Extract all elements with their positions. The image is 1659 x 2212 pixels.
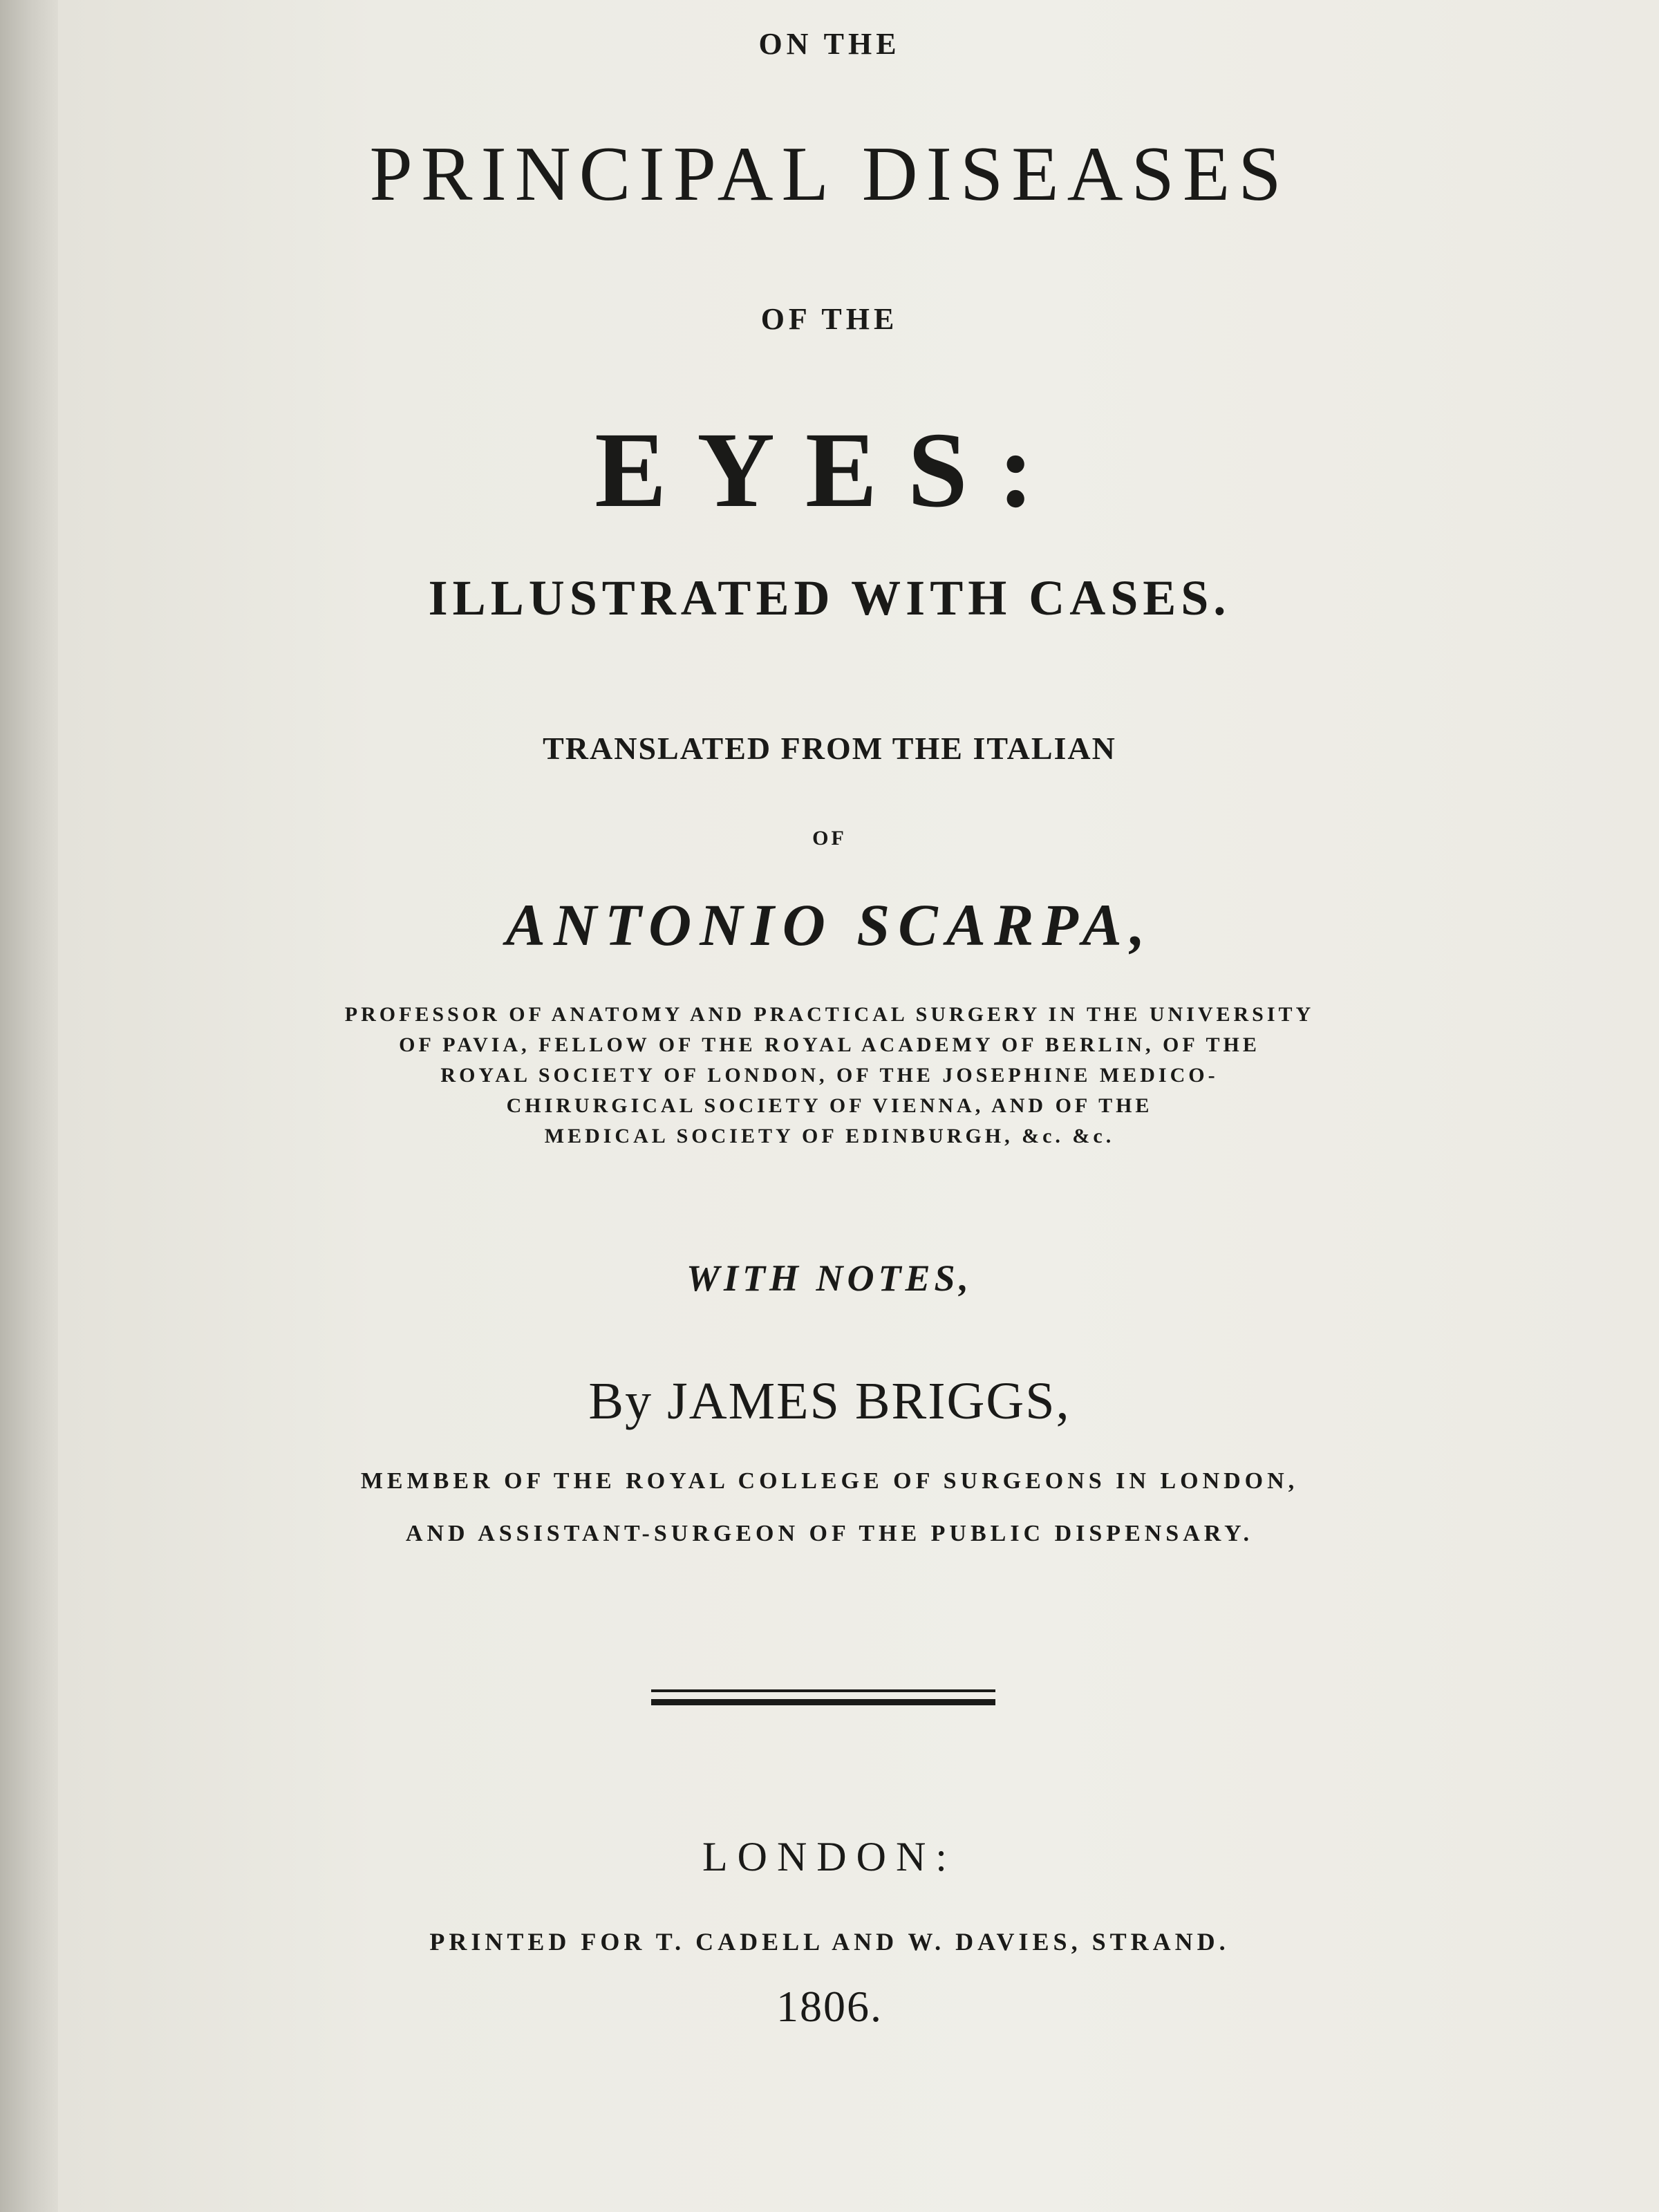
author-name: ANTONIO SCARPA, <box>505 892 1154 958</box>
author-credential-line: ROYAL SOCIETY OF LONDON, OF THE JOSEPHINE MEDICO- <box>440 1064 1219 1087</box>
translator-credential-line: MEMBER OF THE ROYAL COLLEGE OF SURGEONS IN LONDON, <box>360 1468 1299 1494</box>
translated-from-line: TRANSLATED FROM THE ITALIAN <box>543 731 1116 766</box>
subtitle-illustrated: ILLUSTRATED WITH CASES. <box>428 570 1231 626</box>
author-credentials <box>0 1000 1659 1152</box>
author-credential-line: PROFESSOR OF ANATOMY AND PRACTICAL SURGERY IN THE UNIVERSITY <box>344 1003 1315 1026</box>
author-credential-line: MEDICAL SOCIETY OF EDINBURGH, &c. &c. <box>544 1125 1115 1147</box>
title-eyes: EYES: <box>594 410 1065 529</box>
imprint-printer: PRINTED FOR T. CADELL AND W. DAVIES, STRAND. <box>429 1928 1230 1956</box>
author-credential-line: CHIRURGICAL SOCIETY OF VIENNA, AND OF THE <box>506 1094 1153 1117</box>
double-rule-thin <box>651 1689 995 1692</box>
author-credential-line: OF PAVIA, FELLOW OF THE ROYAL ACADEMY OF BERLIN, OF THE <box>399 1033 1260 1056</box>
translator-name: By JAMES BRIGGS, <box>588 1372 1071 1430</box>
with-notes-line: WITH NOTES, <box>686 1257 973 1299</box>
heading-of-the: OF THE <box>760 302 899 336</box>
translator-credential-line: AND ASSISTANT-SURGEON OF THE PUBLIC DISPENSARY. <box>405 1521 1254 1546</box>
of-line: OF <box>812 827 847 850</box>
title-principal-diseases: PRINCIPAL DISEASES <box>369 131 1290 217</box>
heading-on-the: ON THE <box>758 27 901 61</box>
imprint-place: LONDON: <box>702 1834 957 1880</box>
imprint-year: 1806. <box>776 1982 883 2031</box>
double-rule-thick <box>651 1699 995 1705</box>
